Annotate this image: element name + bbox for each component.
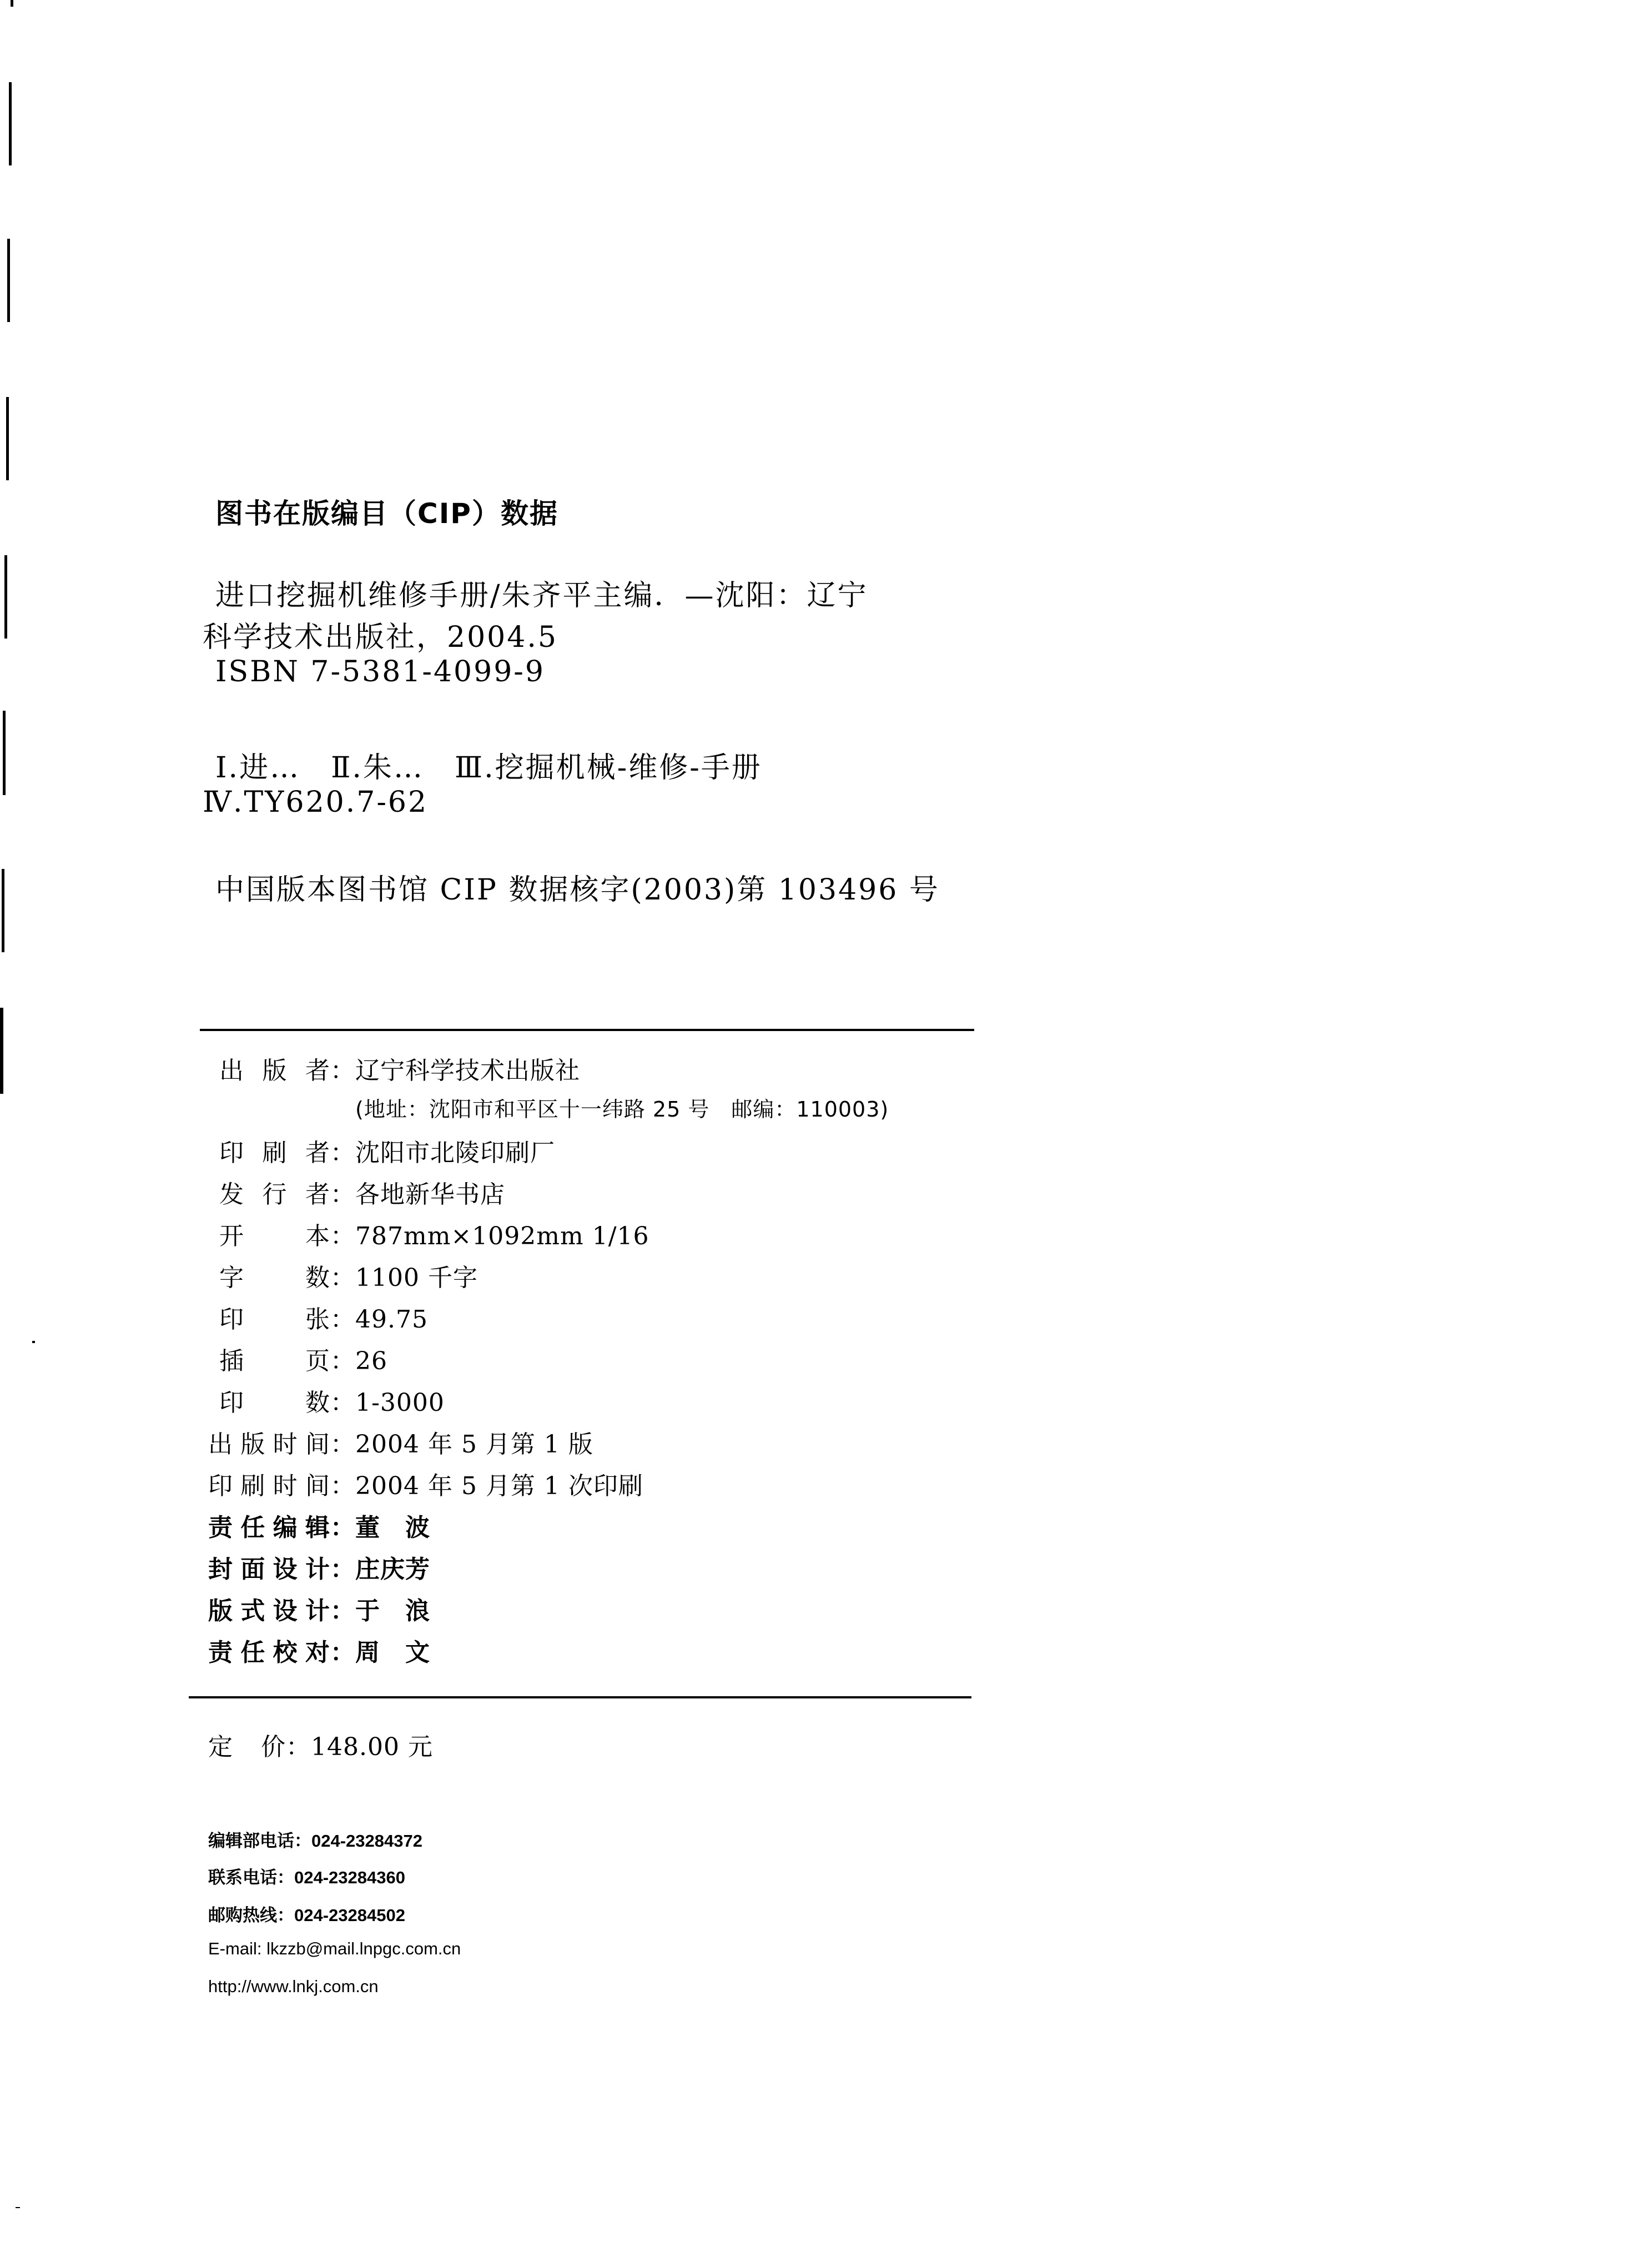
imprint-address <box>355 1092 889 1123</box>
distributor-label: 发行者 <box>219 1180 330 1209</box>
imprint-word-count <box>219 1258 478 1293</box>
cip-heading: 图书在版编目（CIP）数据 <box>215 497 558 530</box>
inserts-label: 插页 <box>219 1347 330 1375</box>
binding-mark <box>7 239 10 322</box>
separator: ： <box>330 1264 355 1292</box>
imprint-distributor <box>219 1174 505 1210</box>
distributor-value: 各地新华书店 <box>355 1180 505 1209</box>
inserts-value: 26 <box>355 1347 387 1375</box>
editorial-phone: 编辑部电话：024-23284372 <box>208 1831 422 1851</box>
imprint-layout-design <box>208 1591 430 1626</box>
imprint-printer <box>219 1133 555 1168</box>
imprint-publication-date <box>208 1424 593 1460</box>
price-value: 148.00 元 <box>311 1733 433 1761</box>
imprint-proofreader <box>208 1632 430 1668</box>
separator: ： <box>330 1638 355 1667</box>
printing-date-label: 印刷时间 <box>208 1472 330 1500</box>
stray-mark <box>16 2207 20 2208</box>
binding-mark <box>6 397 9 480</box>
printing-date-value: 2004 年 5 月第 1 次印刷 <box>355 1472 643 1500</box>
layout-design-label: 版式设计 <box>208 1597 330 1625</box>
binding-mark <box>11 0 13 7</box>
cip-description-line-2: 科学技术出版社，2004.5 <box>203 621 558 654</box>
binding-mark <box>9 82 12 165</box>
separator: ： <box>330 1514 355 1542</box>
publisher-address: (地址：沈阳市和平区十一纬路 25 号 邮编：110003) <box>355 1097 889 1122</box>
print-run-label: 印数 <box>219 1389 330 1417</box>
publication-date-value: 2004 年 5 月第 1 版 <box>355 1430 593 1459</box>
email-address: E-mail: lkzzb@mail.lnpgc.com.cn <box>208 1939 461 1958</box>
separator: ： <box>330 1180 355 1209</box>
imprint-cover-design <box>208 1549 430 1585</box>
binding-mark <box>4 555 7 639</box>
printed-sheets-label: 印张 <box>219 1305 330 1334</box>
imprint-print-run <box>219 1383 445 1418</box>
separator: ： <box>330 1305 355 1334</box>
format-label: 开本 <box>219 1222 330 1250</box>
publisher-label: 出版者 <box>219 1057 330 1085</box>
publisher-value: 辽宁科学技术出版社 <box>355 1057 580 1085</box>
separator: ： <box>330 1057 355 1085</box>
cover-design-label: 封面设计 <box>208 1555 330 1584</box>
printed-sheets-value: 49.75 <box>355 1305 428 1334</box>
price-row <box>208 1727 433 1762</box>
imprint-format <box>219 1216 649 1251</box>
separator: ： <box>330 1222 355 1250</box>
isbn: ISBN 7-5381-4099-9 <box>215 655 545 688</box>
cover-design-value: 庄庆芳 <box>355 1555 430 1584</box>
editor-label: 责任编辑 <box>208 1514 330 1542</box>
imprint-printing-date <box>208 1466 643 1501</box>
editor-value: 董 波 <box>355 1514 430 1542</box>
website-url: http://www.lnkj.com.cn <box>208 1977 379 1996</box>
format-value: 787mm×1092mm 1/16 <box>355 1222 649 1250</box>
imprint-editor <box>208 1507 430 1543</box>
print-run-value: 1-3000 <box>355 1389 445 1417</box>
printer-value: 沈阳市北陵印刷厂 <box>355 1139 555 1167</box>
mail-order-hotline: 邮购热线：024-23284502 <box>208 1906 405 1925</box>
separator: ： <box>330 1347 355 1375</box>
binding-mark <box>3 711 6 795</box>
cip-subjects-line-1: Ⅰ.进… Ⅱ.朱… Ⅲ.挖掘机械-维修-手册 <box>215 751 762 785</box>
separator: ： <box>330 1139 355 1167</box>
word-count-value: 1100 千字 <box>355 1264 478 1292</box>
word-count-label: 字数 <box>219 1264 330 1292</box>
imprint-bottom-rule <box>189 1696 971 1698</box>
imprint-inserts <box>219 1341 387 1376</box>
imprint-printed-sheets <box>219 1299 428 1335</box>
cip-verification-note: 中国版本图书馆 CIP 数据核字(2003)第 103496 号 <box>215 873 940 907</box>
price-label: 定价 <box>208 1733 286 1761</box>
proofreader-value: 周 文 <box>355 1638 430 1667</box>
cip-description-line-1: 进口挖掘机维修手册/朱齐平主编．—沈阳：辽宁 <box>215 579 868 612</box>
separator: ： <box>330 1597 355 1625</box>
proofreader-label: 责任校对 <box>208 1638 330 1667</box>
layout-design-value: 于 浪 <box>355 1597 430 1625</box>
printer-label: 印刷者 <box>219 1139 330 1167</box>
contact-phone: 联系电话：024-23284360 <box>208 1868 405 1887</box>
imprint-publisher <box>219 1050 580 1086</box>
separator: ： <box>286 1733 311 1761</box>
binding-mark <box>0 1008 3 1094</box>
stray-mark <box>32 1341 35 1343</box>
imprint-top-rule <box>200 1029 974 1031</box>
separator: ： <box>330 1389 355 1417</box>
separator: ： <box>330 1430 355 1459</box>
binding-mark <box>2 869 4 952</box>
publication-date-label: 出版时间 <box>208 1430 330 1459</box>
separator: ： <box>330 1555 355 1584</box>
separator: ： <box>330 1472 355 1500</box>
cip-subjects-line-2: Ⅳ.TY620.7-62 <box>203 786 429 819</box>
